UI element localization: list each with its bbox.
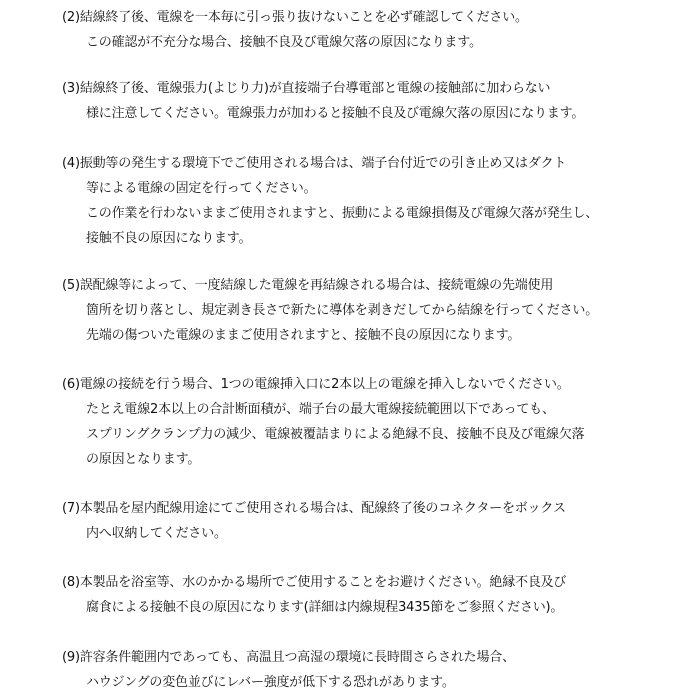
precaution-line: (3)結線終了後、電線張力(よじり力)が直接端子台導電部と電線の接触部に加わらない (62, 81, 551, 96)
precaution-line: (9)許容条件範囲内であっても、高温且つ高湿の環境に長時間さらされた場合、 (62, 650, 515, 665)
precaution-line: ハウジングの変色並びにレバー強度が低下する恐れがあります。 (86, 675, 455, 690)
precaution-item-8 (62, 570, 692, 620)
precaution-line: この作業を行わないままご使用されますと、振動による電線損傷及び電線欠落が発生し、 (86, 206, 599, 221)
precaution-line: (2)結線終了後、電線を一本毎に引っ張り抜けないことを必ず確認してください。 (62, 10, 528, 25)
precaution-item-3 (62, 76, 692, 126)
precaution-line: (4)振動等の発生する環境下でご使用される場合は、端子台付近での引き止め又はダクト (62, 156, 567, 171)
precaution-line: たとえ電線2本以上の合計断面積が、端子台の最大電線接続範囲以下であっても、 (86, 402, 555, 417)
precaution-line: (7)本製品を屋内配線用途にてご使用される場合は、配線終了後のコネクターをボックス (62, 501, 566, 516)
precaution-line: 箇所を切り落とし、規定剥き長さで新たに導体を剥きだしてから結線を行ってください。 (86, 303, 599, 318)
precaution-line: スプリングクランプ力の減少、電線被覆詰まりによる絶縁不良、接触不良及び電線欠落 (86, 427, 585, 442)
precaution-line: (6)電線の接続を行う場合、1つの電線挿入口に2本以上の電線を挿入しないでください。 (62, 377, 570, 392)
precaution-line: の原因となります。 (86, 452, 201, 467)
precaution-item-9 (62, 645, 692, 695)
precaution-item-7 (62, 496, 692, 546)
precaution-line: 様に注意してください。電線張力が加わると接触不良及び電線欠落の原因になります。 (86, 106, 585, 121)
precaution-item-6 (62, 372, 692, 472)
precaution-item-5 (62, 273, 692, 348)
precaution-line: 接触不良の原因になります。 (86, 231, 252, 246)
precaution-item-4 (62, 151, 692, 251)
precaution-line: (5)誤配線等によって、一度結線した電線を再結線される場合は、接続電線の先端使用 (62, 278, 554, 293)
precaution-line: 先端の傷ついた電線のままご使用されますと、接触不良の原因になります。 (86, 328, 521, 343)
precaution-line: 等による電線の固定を行ってください。 (86, 181, 317, 196)
precaution-line: 内へ収納してください。 (86, 526, 227, 541)
precaution-item-2 (62, 5, 692, 55)
precaution-line: 腐食による接触不良の原因になります(詳細は内線規程3435節をご参照ください)。 (86, 600, 564, 615)
precaution-line: この確認が不充分な場合、接触不良及び電線欠落の原因になります。 (86, 35, 482, 50)
precaution-line: (8)本製品を浴室等、水のかかる場所でご使用することをお避けください。絶縁不良及び (62, 575, 567, 590)
